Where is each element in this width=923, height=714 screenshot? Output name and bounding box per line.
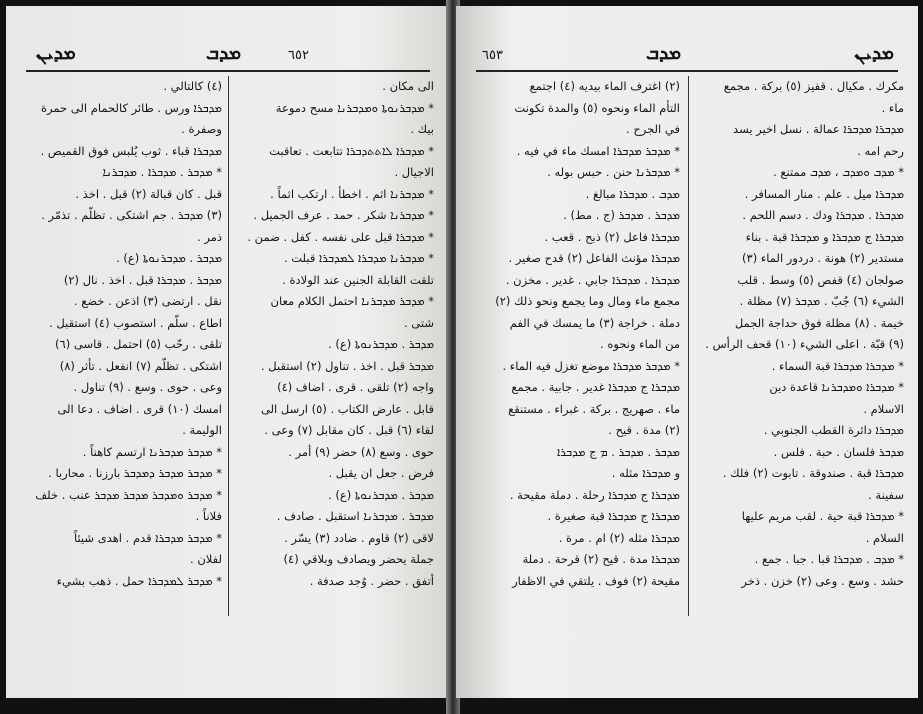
entry-line: ܡܕܒܪܐ ج ܡܕܒܪܐ و ܡܕܒܪܐ قبة . بناء xyxy=(745,229,904,244)
entry-line: فلاناً . xyxy=(195,509,222,523)
entry-line: * ܡܕܒܪ ܘܡܕܒܪ ܡܕܒܪ ܡܕܒܪ عنب . خلف xyxy=(35,487,222,502)
right-page-left-column xyxy=(470,76,680,681)
entry-line: * ܡܕܒܪܐ ܘܡܕܒܪܢܐ قاعدة دين xyxy=(769,380,904,394)
entry-line: خيمة . (٨) مظلة فوق حداجة الجمل xyxy=(734,315,904,330)
entry-line: وصفرة . xyxy=(181,122,222,136)
entry-line: ܡܕܒܪ . ܡܕܒܪܢܘܬܐ (ع) . xyxy=(328,337,434,351)
column-divider xyxy=(228,76,229,616)
entry-line: وعى . حوى . وسع . (٩) تناول . xyxy=(73,380,222,394)
entry-line: امسك (١٠) قرى . اضاف . دعا الى xyxy=(57,401,222,416)
left-page-header xyxy=(26,40,430,72)
entry-line: اطاع . سلّم . استصوب (٤) استقبل . xyxy=(49,315,222,330)
entry-line: نقل . ارتضى (٣) اذعن . خضع . xyxy=(73,294,222,308)
entry-line: ܡܕܒܪܐ فاعل (٢) ذبح . قعب . xyxy=(544,229,680,244)
entry-line: من الماء ونحوه . xyxy=(600,337,680,351)
entry-line: أتفق . حضر . وُجد صدفة . xyxy=(309,573,434,588)
entry-line: ܡܕܒܪܐ مؤنث الفاعل (٢) قدح صغير . xyxy=(508,251,680,265)
entry-line: الى مكان . xyxy=(382,79,434,93)
entry-line: * ܡܕܒܪܐ قبة حية . لقب مريم عليها xyxy=(741,509,904,523)
page-number: ٦٥٢ xyxy=(288,48,309,63)
entry-line: ܡܕܒܪ قبل . اخذ . تناول (٢) استقبل . xyxy=(260,358,434,373)
entry-line: ܡܕܒܪ فلسان . حبة . فلس . xyxy=(773,444,904,459)
entry-line: الشيء (٦) جُبّ . ܡܕܒܪ (٧) مظلة . xyxy=(739,294,904,308)
right-page xyxy=(456,6,918,698)
entry-line: * ܡܕܒܪ ܡܕܒܪܐ امسك ماء في فيه . xyxy=(516,143,680,158)
entry-line: * ܡܕܒܪܢܘܬܐ ܘܡܕܒܪܢܐ مسح دموعة xyxy=(275,100,434,115)
entry-line: مقيحة (٢) فوف . يلتقي في الاظفار xyxy=(512,573,680,588)
entry-line: مستدير (٢) هونة . دردور الماء (٣) xyxy=(742,251,904,265)
entry-line: * ܡܕܒܪ ܡܕܒܪܢܐ احتمل الكلام معان xyxy=(270,294,434,308)
page-number: ٦٥٣ xyxy=(482,48,503,63)
entry-line: (٣) ܡܕܒܪ . جم اشتكى . تظلّم . تذمّر . xyxy=(41,208,222,222)
entry-line: * ܡܕܒ ܘܡܕܒ ، ܡܕܒ ممتنع . xyxy=(773,165,904,179)
entry-line: واجه (٢) تلقى . قرى . اضاف (٤) xyxy=(277,380,434,394)
entry-line: * ܡܕܒܪܢܐ شكر . حمد . عرف الجميل . xyxy=(253,208,434,222)
entry-line: * ܡܕܒܪ ܡܕܒܪܐ قدم . اهدى شيئاً xyxy=(73,530,222,545)
entry-line: ܡܕܒܪܐ ج ܡܕܒܪܐ غدير . جابية . مجمع xyxy=(511,380,680,394)
entry-line: اشتكى . تظلّم (٧) انفعل . تأثر (٨) xyxy=(59,358,222,373)
entry-line: ماء . صهريج . بركة . غبراء . مستنقع xyxy=(508,401,680,416)
left-page-left-column xyxy=(22,76,222,681)
entry-line: التأم الماء ونحوه (٥) والمدة تكونت xyxy=(514,100,680,115)
entry-line: مجمع ماء ومال وما يجمع ونحو ذلك (٢) xyxy=(495,294,680,308)
entry-line: لقاء (٦) قبل . كان مقابل (٧) وعى . xyxy=(264,423,434,437)
entry-line: (٤) كالتالي . xyxy=(163,79,222,93)
entry-line: ܡܕܒܪ . ܡܕܒܪܐ قبل . اخذ . نال (٢) xyxy=(63,272,222,287)
entry-line: مكرك . مكيال . قفيز (٥) بركة . مجمع xyxy=(723,79,904,93)
guide-word: ܡܕܝܢ xyxy=(36,42,76,64)
entry-line: * ܡܕܒܪ ܡܕܒܪܢܐ ارتسم كاهناً . xyxy=(82,444,222,459)
entry-line: ܡܕܒܪܐ مثله (٢) ام . مرة . xyxy=(558,530,680,545)
entry-line: ܡܕܒܪ . ܡܕܒܪ (ج . مط) . xyxy=(563,208,680,222)
entry-line: (٢) مدة . قيح . xyxy=(608,423,680,437)
column-divider xyxy=(688,76,689,616)
entry-line: * ܡܕܒܪܢܐ ܡܕܒܪܐ ܠܡܕܒܪܐ قبلت . xyxy=(283,251,434,265)
entry-line: ܡܕܒܪܐ قباء . ثوب يُلبس فوق القميص . xyxy=(40,143,222,158)
entry-line: ܡܕܒܪܐ ܡܕܒܪܐ عمالة . نسل اخير يسد xyxy=(733,122,904,136)
entry-line: * ܡܕܒܪ . ܡܕܒܪܐ . ܡܕܒܪܢܐ xyxy=(102,165,222,179)
left-page-right-column xyxy=(234,76,434,681)
entry-line: ܡܕܒܪܐ . ܡܕܒܪܐ جابي . غدير . مخزن . xyxy=(505,272,680,287)
entry-line: * ܡܕܒܪܐ قبل على نفسه . كفل . ضمن . xyxy=(247,229,434,244)
entry-line: ܡܕܒܪ . ܡܕܒܪܢܐ استقبل . صادف . xyxy=(276,509,434,523)
entry-line: ܡܕܒܪܐ ورس . طائر كالحمام الى حمرة xyxy=(41,100,222,115)
guide-word: ܡܕܝܢ xyxy=(854,42,894,64)
entry-line: ܡܕܒܪܐ ج ܡܕܒܪܐ قبة صغيرة . xyxy=(547,509,680,523)
entry-line: صولجان (٤) قفص (٥) وسط . قلب xyxy=(737,272,904,287)
entry-line: سفينة . xyxy=(868,487,904,502)
entry-line: ماء . xyxy=(881,100,904,115)
entry-line: ܡܕܒܪ . ܡܕܒܪܢܘܬܐ (ع) . xyxy=(116,251,222,265)
entry-line: و ܡܕܒܪܐ مثله . xyxy=(611,466,680,480)
entry-line: الاجيال . xyxy=(394,165,434,179)
entry-line: في الجرح . xyxy=(626,122,680,136)
entry-line: ܡܕܒܪܐ دائرة القطب الجنوبي . xyxy=(763,423,904,437)
entry-line: حوى . وسع (٨) حضر (٩) أمر . xyxy=(288,444,434,459)
entry-line: (٢) اغترف الماء بيديه (٤) اجتمع xyxy=(529,79,680,93)
entry-line: * ܡܕܒܪܐ ܠܐܬܬܕܒܪܐ تتابعت . تعاقبت xyxy=(269,143,434,158)
entry-line: السلام . xyxy=(865,530,904,545)
entry-line: تلقى . رحّب (٥) احتمل . قاسى (٦) xyxy=(55,337,222,351)
entry-line: قبل . كان قبالة (٢) قبل . اخذ . xyxy=(75,186,222,201)
entry-line: (٩) قبّة . اعلى الشيء (١٠) قحف الرأس . xyxy=(705,337,904,351)
entry-line: ܡܕܒܪܐ قبة . صندوقة . تابوت (٢) فلك . xyxy=(722,466,904,480)
entry-line: * ܡܕܒ . ܡܕܒܪܐ قبا . جبا . جمع . xyxy=(754,552,904,566)
entry-line: لاقى (٢) قاوم . ضادد (٣) يسّر . xyxy=(284,530,434,545)
header-title: ܡܕܒ xyxy=(646,42,682,64)
entry-line: ܡܕܒ . ܡܕܒܪܐ مبالغ . xyxy=(585,186,680,201)
entry-line: قابل . عارض الكتاب . (٥) ارسل الى xyxy=(260,401,434,416)
entry-line: * ܡܕܒܪܢܐ حنن . حبس بوله . xyxy=(547,165,680,179)
entry-line: ܡܕܒܪܐ . ܡܕܒܪܐ ودك . دسم اللحم . xyxy=(742,208,904,222)
header-title: ܡܕܒ xyxy=(206,42,242,64)
entry-line: رحم امه . xyxy=(857,143,904,158)
entry-line: ܡܕܒܪܐ ميل . علم . منار المسافر . xyxy=(744,186,904,201)
entry-line: تلقت القابلة الجنين عند الولادة . xyxy=(282,272,434,287)
entry-line: ܡܕܒܪܐ ج ܡܕܒܪܐ رحلة . دملة مقيحة . xyxy=(509,487,680,502)
entry-line: * ܡܕܒܪܐ ܡܕܒܪܐ قبة السماء . xyxy=(771,358,904,373)
entry-line: * ܡܕܒܪ ܡܕܒܪ ܕܡܕܒܪ بارزنا . محاربا . xyxy=(48,466,222,480)
right-page-right-column xyxy=(694,76,904,681)
entry-line: حشد . وسع . وعى (٢) خزن . ذخر xyxy=(741,573,904,588)
entry-line: بيك . xyxy=(410,122,434,136)
entry-line: * ܡܕܒܪ ܡܕܒܪܐ موضع تغزل فيه الماء . xyxy=(502,358,680,373)
entry-line: ܡܕܒܪ . ܡܕܒܪ . ܡ ج ܡܕܒܪܐ xyxy=(556,444,680,459)
entry-line: دملة . خراجة (٣) ما يمسك في الفم xyxy=(509,315,680,330)
entry-line: شتى . xyxy=(403,315,434,330)
entry-line: جملة يحضر ويصادف وبلاقي (٤) xyxy=(283,552,434,566)
entry-line: فرض . جعل ان يقبل . xyxy=(328,466,434,480)
entry-line: ܡܕܒܪܐ مدة . قيح (٢) قرحة . دملة xyxy=(522,552,680,566)
entry-line: الوليمة . xyxy=(182,423,222,437)
entry-line: ܡܕܒܪ . ܡܕܒܪܢܘܬܐ (ع) . xyxy=(328,487,434,502)
entry-line: لفلان . xyxy=(190,552,222,566)
right-page-header xyxy=(476,40,898,72)
entry-line: ذمر . xyxy=(197,229,222,244)
left-page xyxy=(6,6,450,698)
entry-line: * ܡܕܒܪ ܠܡܕܒܪܐ حمل . ذهب بشيء xyxy=(56,573,222,588)
entry-line: الاسلام . xyxy=(863,401,904,416)
entry-line: * ܡܕܒܪܢܐ اثم . اخطأ . ارتكب اثماً . xyxy=(270,186,434,201)
